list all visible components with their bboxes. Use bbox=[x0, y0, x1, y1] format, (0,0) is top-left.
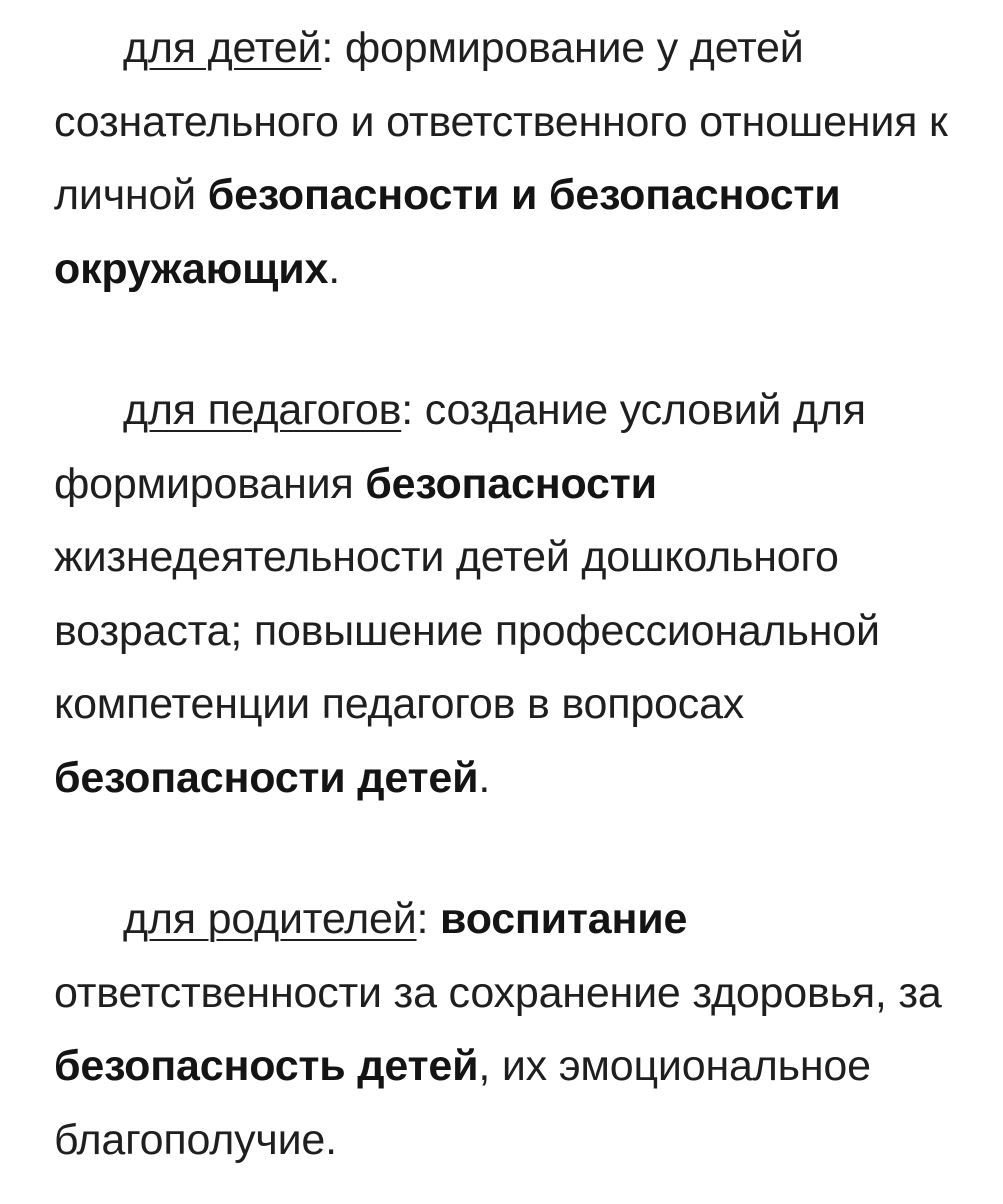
paragraph-text: создание условий для формирования bbox=[54, 386, 866, 508]
document-body bbox=[54, 12, 1003, 1177]
paragraph-text: формирование у детей сознательного и ответственного отношения к личной bbox=[54, 24, 948, 219]
colon: : bbox=[416, 895, 441, 943]
colon: : bbox=[401, 386, 425, 434]
paragraph-teachers bbox=[54, 374, 1003, 815]
period: . bbox=[328, 244, 340, 293]
bold-text: воспитание bbox=[440, 895, 688, 943]
bold-text: безопасности bbox=[365, 459, 657, 508]
period: . bbox=[478, 753, 491, 802]
paragraph-text: ответственности за сохранение здоровья, за bbox=[54, 968, 942, 1017]
paragraph-label: для родителей bbox=[123, 895, 417, 943]
paragraph-gap bbox=[54, 306, 1003, 374]
paragraph-label: для педагогов bbox=[123, 386, 402, 434]
paragraph-children bbox=[54, 12, 1003, 306]
paragraph-gap bbox=[54, 815, 1003, 883]
bold-text: безопасности и безопасности окружающих bbox=[54, 171, 841, 293]
paragraph-text: жизнедеятельности детей дошкольного возраста; повышение профессиональной компетенции педагогов в вопросах bbox=[54, 533, 880, 728]
bold-text: безопасность детей bbox=[54, 1042, 479, 1090]
colon: : bbox=[321, 24, 345, 72]
paragraph-label: для детей bbox=[123, 24, 322, 72]
paragraph-text: , их эмоциональное благополучие. bbox=[54, 1042, 871, 1164]
bold-text: безопасности детей bbox=[54, 753, 479, 802]
paragraph-parents bbox=[54, 883, 1003, 1177]
